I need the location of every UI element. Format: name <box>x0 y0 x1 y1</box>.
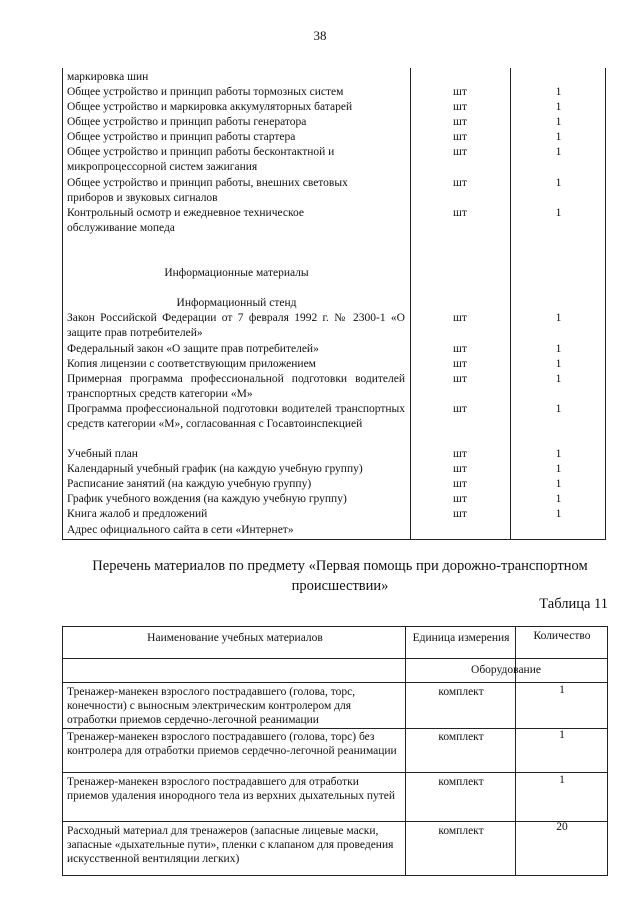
row-unit: шт <box>453 493 467 505</box>
row-unit: шт <box>453 373 467 385</box>
row-name: Тренажер-манекен взрослого пострадавшего (голова, торс) без контролера для отработки приемов сердечно-легочной реанимации <box>67 731 397 757</box>
row-name: Федеральный закон «О защите прав потребителей» <box>67 343 319 355</box>
row-name: Общее устройство и принцип работы, внешних световых приборов и звуковых сигналов <box>67 177 348 204</box>
row-qty: 1 <box>555 508 562 520</box>
row-name: Общее устройство и принцип работы бесконтактной и микропроцессорной систем зажигания <box>67 146 335 173</box>
row-name: График учебного вождения (на каждую учебную группу) <box>67 493 347 505</box>
row-name: Программа профессиональной подготовки водителей транспортных средств категории «М», согласованная с Госавтоинспекцией <box>67 403 405 430</box>
row-unit: шт <box>453 448 467 460</box>
row-unit: шт <box>453 101 467 113</box>
row-qty: 1 <box>559 729 565 741</box>
table-number: Таблица 11 <box>539 596 608 612</box>
row-qty: 1 <box>555 373 562 385</box>
row-qty: 1 <box>555 463 562 475</box>
row-qty: 1 <box>559 774 565 786</box>
section-title: Информационные материалы <box>164 267 309 279</box>
row-name: Примерная программа профессиональной подготовки водителей транспортных средств категории «М» <box>67 373 405 400</box>
row-name: Закон Российской Федерации от 7 февраля 1992 г. № 2300-1 «О защите прав потребителей» <box>67 312 405 339</box>
equipment-table <box>62 68 606 540</box>
page-number: 38 <box>313 28 327 43</box>
row-qty: 1 <box>555 177 562 189</box>
row-unit: комплект <box>438 825 484 837</box>
row-qty: 1 <box>555 131 562 143</box>
header-qty: Количество <box>533 630 591 642</box>
row-name: Тренажер-манекен взрослого пострадавшего для отработки приемов удаления инородного тела из верхних дыхательных путей <box>67 776 396 802</box>
row-name: Контрольный осмотр и ежедневное техническое обслуживание мопеда <box>67 207 304 234</box>
row-qty: 1 <box>555 116 562 128</box>
row-unit: шт <box>453 207 467 219</box>
header-unit: Единица измерения <box>412 632 510 644</box>
row-qty: 1 <box>555 343 562 355</box>
row-qty: 1 <box>555 146 562 158</box>
row-name: Копия лицензии с соответствующим приложением <box>67 358 316 370</box>
row-unit: шт <box>453 508 467 520</box>
row-qty: 1 <box>555 312 562 324</box>
row-name: Учебный план <box>67 448 138 460</box>
row-name: Адрес официального сайта в сети «Интернет» <box>67 524 294 536</box>
row-unit: комплект <box>438 686 484 698</box>
row-name: Расходный материал для тренажеров (запасные лицевые маски, запасные «дыхательные пути», пленки с клапаном для проведения искусственной вентиляции легких) <box>67 825 394 865</box>
row-name: Общее устройство и принцип работы стартера <box>67 131 296 143</box>
row-name: Общее устройство и маркировка аккумуляторных батарей <box>67 101 353 113</box>
row-qty: 20 <box>556 821 568 833</box>
row-qty: 1 <box>555 358 562 370</box>
row-unit: шт <box>453 131 467 143</box>
row-name: маркировка шин <box>67 71 149 83</box>
row-qty: 1 <box>555 448 562 460</box>
row-qty: 1 <box>555 403 562 415</box>
row-qty: 1 <box>555 101 562 113</box>
row-unit: шт <box>453 478 467 490</box>
row-qty: 1 <box>555 478 562 490</box>
row-unit: шт <box>453 146 467 158</box>
row-unit: шт <box>453 312 467 324</box>
row-unit: шт <box>453 343 467 355</box>
row-unit: шт <box>453 358 467 370</box>
subsection-title: Информационный стенд <box>176 297 297 309</box>
row-name: Общее устройство и принцип работы тормозных систем <box>67 86 344 98</box>
row-unit: комплект <box>438 776 484 788</box>
row-name: Общее устройство и принцип работы генератора <box>67 116 307 128</box>
row-unit: шт <box>453 86 467 98</box>
row-unit: комплект <box>438 731 484 743</box>
row-qty: 1 <box>555 493 562 505</box>
row-qty: 1 <box>555 207 562 219</box>
row-unit: шт <box>453 403 467 415</box>
row-qty: 1 <box>559 684 565 696</box>
row-unit: шт <box>453 463 467 475</box>
first-aid-materials-table <box>62 626 608 876</box>
row-name: Календарный учебный график (на каждую учебную группу) <box>67 463 363 475</box>
row-name: Книга жалоб и предложений <box>67 508 208 520</box>
row-name: Тренажер-манекен взрослого пострадавшего (голова, торс, конечности) с выносным электрическим контролером для отработки приемов сердечно-легочной реанимации <box>67 686 356 726</box>
section-equipment: Оборудование <box>471 664 541 676</box>
row-unit: шт <box>453 177 467 189</box>
header-name: Наименование учебных материалов <box>147 632 323 644</box>
row-name: Расписание занятий (на каждую учебную группу) <box>67 478 312 490</box>
row-qty: 1 <box>555 86 562 98</box>
section-heading: Перечень материалов по предмету «Первая помощь при дорожно-транспортном происшествии» <box>92 558 588 594</box>
row-unit: шт <box>453 116 467 128</box>
